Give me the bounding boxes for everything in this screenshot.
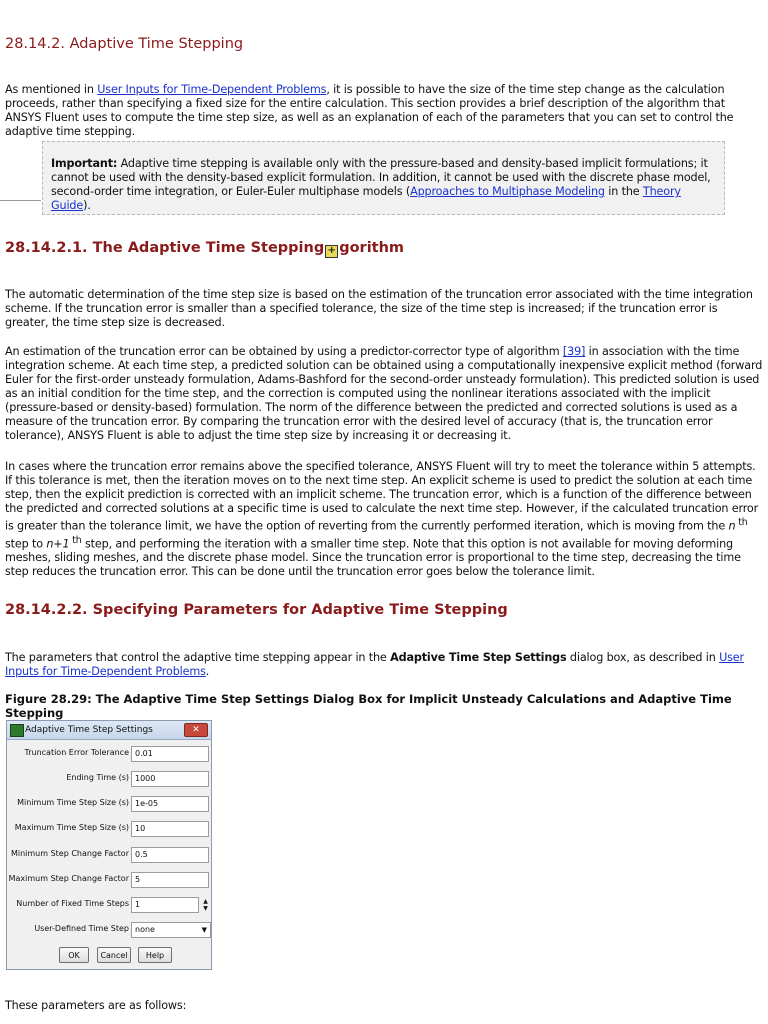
parameters-intro: These parameters are as follows: (5, 999, 187, 1012)
intro-paragraph: As mentioned in User Inputs for Time-Dependent Problems, it is possible to have the size of the time step change as the calculation proceeds, rather than specifying a fixed size for the entire calculation. This section provides a brief description of the algorithm that ANSYS Fluent uses to compute the time step size, as well as an explanation of each of the parameters that you can set to control the adaptive time stepping. (5, 83, 734, 138)
max-time-step-input[interactable]: 10 (131, 821, 209, 837)
algorithm-paragraph-2: An estimation of the truncation error can be obtained by using a predictor-corrector type of algorithm [39] in association with the time integration scheme. At each time step, a predicted solution can be obtained using a computationally inexpensive explicit method (forward Euler for the first-order unsteady formulation, Adams-Bashford for the second-order unsteady formulation). This predicted solution is used as an initial condition for the time step, and the correction is computed using the nonlinear iterations associated with the implicit (pressure-based or density-based) formulation. The norm of the difference between the predicted and corrected solutions is used as a measure of the truncation error. By comparing the truncation error with the desired level of accuracy (that is, the truncation error tolerance), ANSYS Fluent is able to adjust the time step size by increasing it or decreasing it. (5, 345, 763, 442)
chevron-down-icon: ▼ (201, 926, 207, 934)
app-icon (10, 724, 24, 737)
figure-caption: Figure 28.29: The Adaptive Time Step Settings Dialog Box for Implicit Unsteady Calculations and Adaptive Time Stepping (5, 692, 732, 720)
row-ending-time: Ending Time (s) 1000 (7, 769, 213, 791)
close-icon[interactable]: ✕ (184, 723, 208, 737)
important-note: Important: Adaptive time stepping is available only with the pressure-based and density-based implicit formulations; it cannot be used with the density-based explicit formulation. In addition, it cannot be used with the discrete phase model, second-order time integration, or Euler-Euler multiphase models (Approaches to Multiphase Modeling in the Theory Guide). (42, 141, 725, 215)
row-max-time-step: Maximum Time Step Size (s) 10 (7, 819, 213, 841)
link-user-inputs-2[interactable]: User Inputs for Time-Dependent Problems (5, 651, 744, 678)
dialog-titlebar[interactable] (7, 721, 211, 740)
min-step-change-input[interactable]: 0.5 (131, 847, 209, 863)
dialog-title: Adaptive Time Step Settings (25, 725, 153, 735)
row-max-step-change: Maximum Step Change Factor 5 (7, 870, 213, 892)
algorithm-paragraph-3: In cases where the truncation error remains above the specified tolerance, ANSYS Fluent will try to meet the tolerance within 5 attempts. If this tolerance is met, then the iteration moves on to the next time step. An explicit scheme is used to predict the solution at each time step, then the explicit prediction is corrected with an implicit scheme. The truncation error, which is a function of the difference between the predicted and corrected solutions at a specific time is used to calculate the next time step. However, if the calculated truncation error is greater than the tolerance limit, we have the option of reverting from the currently performed iteration, which is moving from the n $^{th}$ step to n+1 $^{th}$ step, and performing the iteration with a smaller time step. Note that this option is not available for moving deforming meshes, sliding meshes, and the discrete phase model. Since the truncation error is proportional to the time step, decreasing the time step reduces the truncation error. This can be done until the truncation error goes below the tolerance limit. (5, 460, 759, 579)
link-multiphase-modeling[interactable]: Approaches to Multiphase Modeling (410, 185, 605, 198)
algorithm-paragraph-1: The automatic determination of the time step size is based on the estimation of the truncation error associated with the time integration scheme. If the truncation error is smaller than a specified tolerance, the size of the time step is increased; if the truncation error is greater, the time step size is decreased. (5, 288, 753, 329)
link-user-inputs[interactable]: User Inputs for Time-Dependent Problems (97, 83, 327, 96)
section-title-specifying-parameters: 28.14.2.2. Specifying Parameters for Adaptive Time Stepping (5, 602, 508, 618)
user-defined-time-step-select[interactable]: none ▼ (131, 922, 211, 938)
adaptive-time-step-dialog (6, 720, 212, 970)
row-truncation-error-tolerance: Truncation Error Tolerance 0.01 (7, 744, 213, 766)
note-label: Important: (51, 157, 118, 170)
row-user-defined-time-step: User-Defined Time Step none ▼ (7, 920, 213, 942)
spinner-arrows-icon[interactable]: ▲ ▼ (203, 898, 208, 912)
row-min-time-step: Minimum Time Step Size (s) 1e-05 (7, 794, 213, 816)
citation-link-39[interactable]: [39] (562, 345, 586, 358)
section-title-algorithm: 28.14.2.1. The Adaptive Time Stepping + gorithm (5, 240, 405, 256)
help-button[interactable]: Help (138, 947, 172, 963)
expand-plus-icon[interactable]: + (325, 245, 338, 258)
link-theory-guide[interactable]: Theory Guide (51, 185, 681, 212)
max-step-change-input[interactable]: 5 (131, 872, 209, 888)
ok-button[interactable]: OK (59, 947, 89, 963)
truncation-error-tolerance-input[interactable]: 0.01 (131, 746, 209, 762)
row-fixed-time-steps: Number of Fixed Time Steps 1 ▲ ▼ (7, 895, 213, 917)
min-time-step-input[interactable]: 1e-05 (131, 796, 209, 812)
section-title-adaptive-time-stepping: 28.14.2. Adaptive Time Stepping (5, 36, 244, 52)
left-divider (0, 200, 41, 201)
parameters-paragraph: The parameters that control the adaptive time stepping appear in the Adaptive Time Step Settings dialog box, as described in User Inputs for Time-Dependent Problems. (5, 651, 744, 678)
fixed-time-steps-input[interactable]: 1 (131, 897, 199, 913)
cancel-button[interactable]: Cancel (97, 947, 131, 963)
row-min-step-change: Minimum Step Change Factor 0.5 (7, 845, 213, 867)
ending-time-input[interactable]: 1000 (131, 771, 209, 787)
